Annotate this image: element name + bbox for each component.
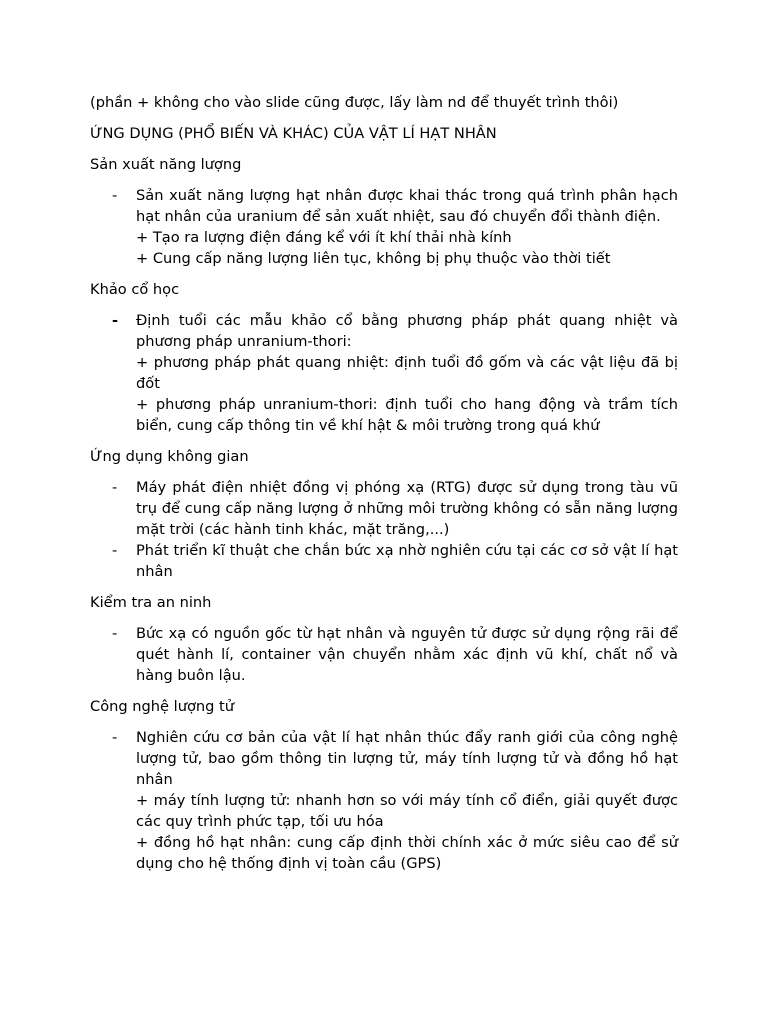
bullet-text: Sản xuất năng lượng hạt nhân được khai thác trong quá trình phân hạch hạt nhân của uranium để sản xuất nhiệt, sau đó chuyển đổi thành điện. [136, 187, 678, 225]
sub-point: + Cung cấp năng lượng liên tục, không bị phụ thuộc vào thời tiết [136, 250, 611, 267]
bullet-item [90, 727, 678, 874]
bullet-item [90, 310, 678, 436]
bullet-text: Máy phát điện nhiệt đồng vị phóng xạ (RTG) được sử dụng trong tàu vũ trụ để cung cấp năng lượng ở những môi trường không có sẵn năng lượng mặt trời (các hành tinh khác, mặt trăng,...) [136, 479, 678, 538]
bullet-list [90, 310, 678, 436]
bullet-text: Bức xạ có nguồn gốc từ hạt nhân và nguyên tử được sử dụng rộng rãi để quét hành lí, container vận chuyển nhằm xác định vũ khí, chất nổ và hàng buôn lậu. [136, 625, 678, 684]
bullet-text: Nghiên cứu cơ bản của vật lí hạt nhân thúc đẩy ranh giới của công nghệ lượng tử, bao gồm thông tin lượng tử, máy tính lượng tử và đồng hồ hạt nhân [136, 729, 678, 788]
bullet-marker: - [112, 479, 118, 496]
bullet-text: Định tuổi các mẫu khảo cổ bằng phương pháp phát quang nhiệt và phương pháp unranium-thori: [136, 312, 678, 350]
bullet-list [90, 727, 678, 874]
bullet-marker: - [112, 729, 118, 746]
bullet-item [90, 623, 678, 686]
section-heading: Ứng dụng không gian [90, 448, 249, 465]
sub-point: + phương pháp unranium-thori: định tuổi cho hang động và trầm tích biển, cung cấp thông tin về khí hật & môi trường trong quá khứ [136, 396, 678, 434]
sub-point: + phương pháp phát quang nhiệt: định tuổi đồ gốm và các vật liệu đã bị đốt [136, 354, 678, 392]
bullet-item [90, 540, 678, 582]
bullet-marker: - [112, 312, 119, 329]
bullet-list [90, 623, 678, 686]
section-heading: Công nghệ lượng tử [90, 698, 235, 715]
document-title: ỨNG DỤNG (PHỔ BIẾN VÀ KHÁC) CỦA VẬT LÍ HẠT NHÂN [90, 125, 497, 142]
section-heading: Kiểm tra an ninh [90, 594, 212, 611]
sub-point: + máy tính lượng tử: nhanh hơn so với máy tính cổ điển, giải quyết được các quy trình phức tạp, tối ưu hóa [136, 792, 678, 830]
section [90, 154, 678, 269]
bullet-marker: - [112, 542, 118, 559]
section [90, 279, 678, 436]
section [90, 446, 678, 582]
bullet-text: Phát triển kĩ thuật che chắn bức xạ nhờ nghiên cứu tại các cơ sở vật lí hạt nhân [136, 542, 678, 580]
bullet-list [90, 477, 678, 582]
section [90, 592, 678, 686]
sub-point: + đồng hồ hạt nhân: cung cấp định thời chính xác ở mức siêu cao để sử dụng cho hệ thống định vị toàn cầu (GPS) [136, 834, 678, 872]
intro-note: (phần + không cho vào slide cũng được, lấy làm nd để thuyết trình thôi) [90, 94, 619, 111]
sub-point: + Tạo ra lượng điện đáng kể với ít khí thải nhà kính [136, 229, 512, 246]
bullet-item [90, 185, 678, 269]
bullet-list [90, 185, 678, 269]
sections-container [90, 154, 678, 874]
document-body [90, 92, 678, 884]
section [90, 696, 678, 874]
bullet-marker: - [112, 625, 118, 642]
section-heading: Sản xuất năng lượng [90, 156, 242, 173]
section-heading: Khảo cổ học [90, 281, 180, 298]
bullet-marker: - [112, 187, 118, 204]
bullet-item [90, 477, 678, 540]
